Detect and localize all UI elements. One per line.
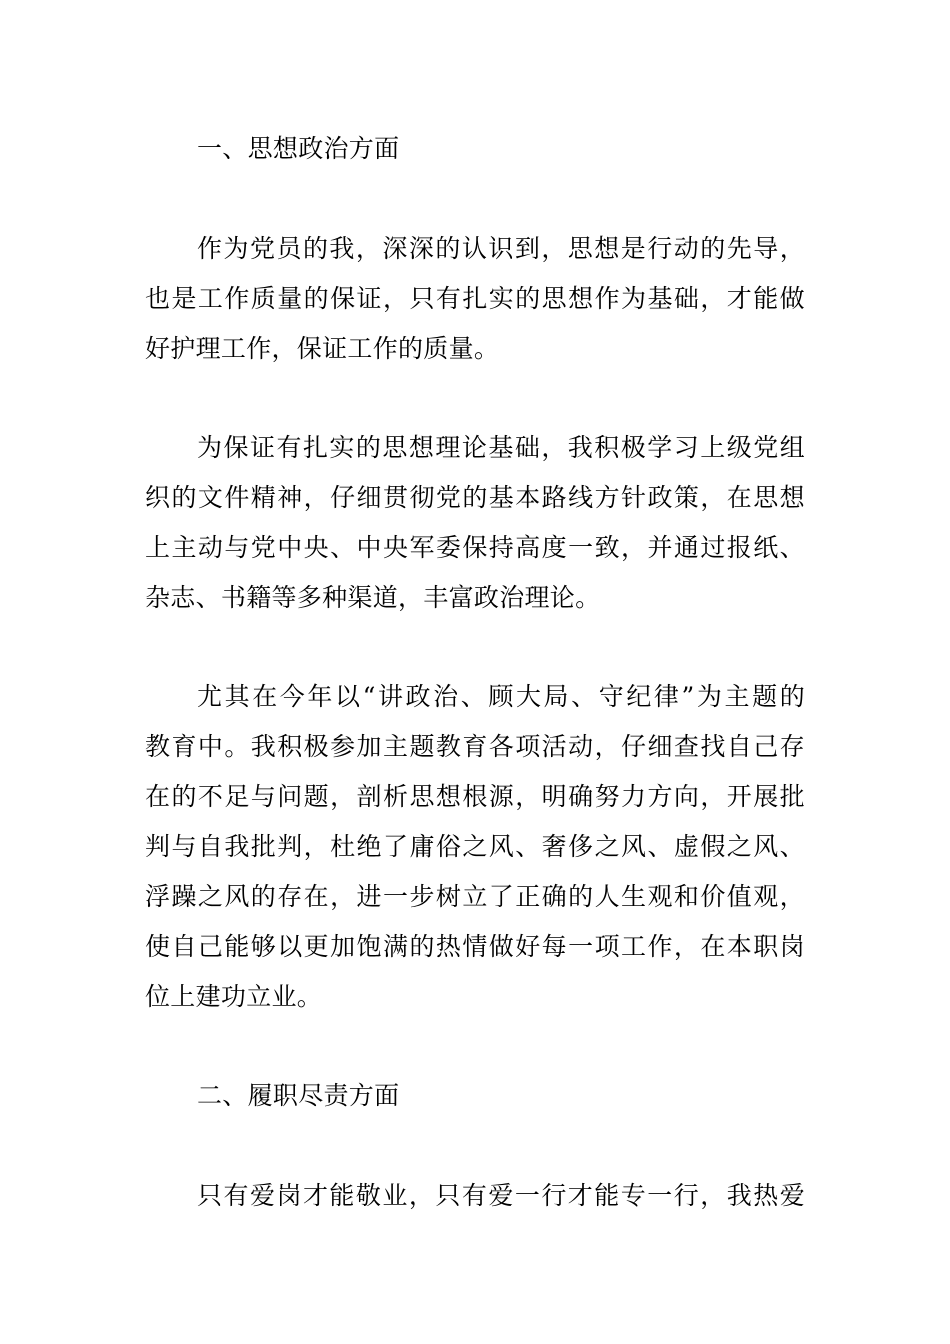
paragraph-line: 在的不足与问题，剖析思想根源，明确努力方向，开展批 (145, 782, 805, 811)
paragraph-line: 判与自我批判，杜绝了庸俗之风、奢侈之风、虚假之风、 (145, 832, 805, 861)
paragraph-line: 杂志、书籍等多种渠道，丰富政治理论。 (145, 583, 601, 612)
section-heading-1: 一、思想政治方面 (197, 134, 400, 163)
paragraph-line: 上主动与党中央、中央军委保持高度一致，并通过报纸、 (145, 533, 805, 562)
paragraph-line: 好护理工作，保证工作的质量。 (145, 334, 500, 363)
paragraph-line: 浮躁之风的存在，进一步树立了正确的人生观和价值观， (145, 882, 805, 911)
paragraph-line: 也是工作质量的保证，只有扎实的思想作为基础，才能做 (145, 284, 805, 313)
paragraph-line: 作为党员的我，深深的认识到，思想是行动的先导， (197, 234, 805, 263)
paragraph-line: 位上建功立业。 (145, 982, 323, 1011)
section-heading-2: 二、履职尽责方面 (197, 1081, 400, 1110)
paragraph-line: 尤其在今年以“讲政治、顾大局、守纪律”为主题的 (197, 682, 805, 711)
paragraph-line: 织的文件精神，仔细贯彻党的基本路线方针政策，在思想 (145, 483, 805, 512)
paragraph-line: 只有爱岗才能敬业，只有爱一行才能专一行，我热爱 (197, 1181, 805, 1210)
paragraph-line: 为保证有扎实的思想理论基础，我积极学习上级党组 (197, 433, 805, 462)
paragraph-line: 教育中。我积极参加主题教育各项活动，仔细查找自己存 (145, 732, 805, 761)
paragraph-line: 使自己能够以更加饱满的热情做好每一项工作，在本职岗 (145, 932, 805, 961)
